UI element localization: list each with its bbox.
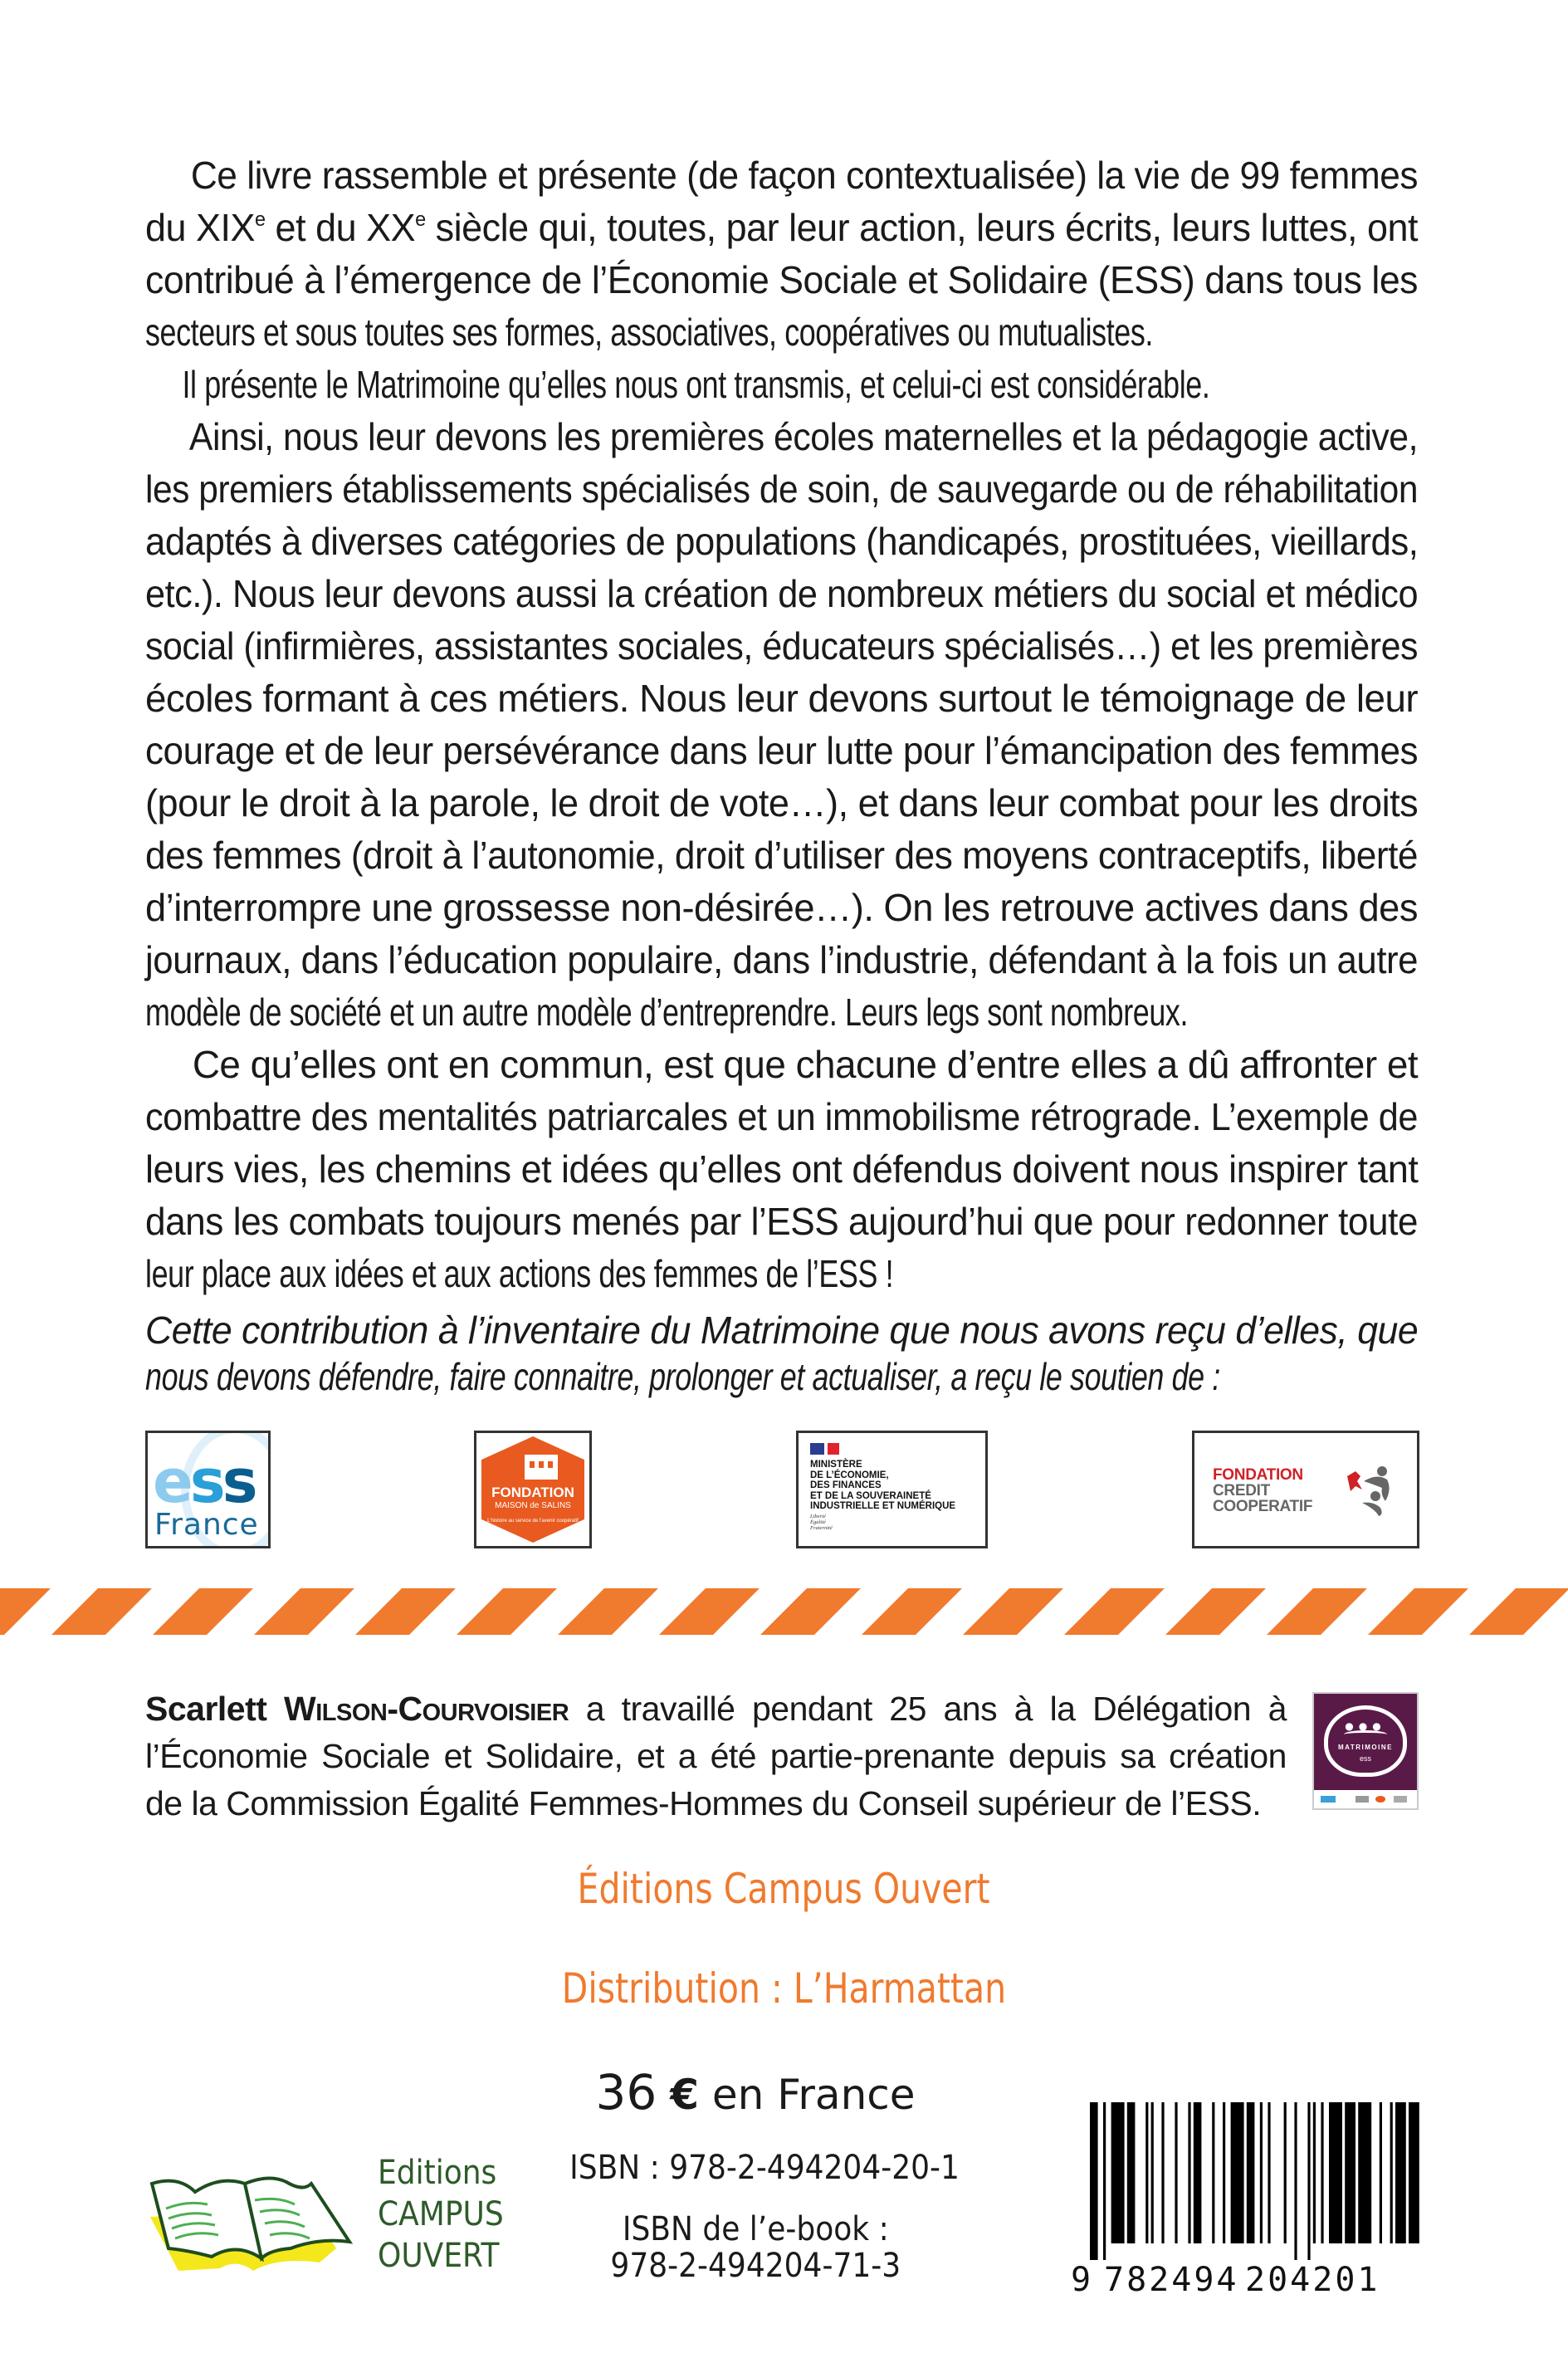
ess-france-logo: ess France: [145, 1431, 271, 1548]
body-line: dans les combats toujours menés par l’ESS aujourd’hui que pour redonner toute: [145, 1200, 1418, 1243]
body-line: modèle de société et un autre modèle d’entreprendre. Leurs legs sont nombreux.: [145, 991, 1189, 1034]
fondation-maison-de-salins-logo: FONDATION MAISON de SALINS L’histoire au service de l’avenir coopératif: [474, 1431, 592, 1548]
body-line: les premiers établissements spécialisés de soin, de sauvegarde ou de réhabilitation: [145, 467, 1418, 511]
isbn-barcode: 9 782494 204201: [1071, 2101, 1419, 2292]
body-line: secteurs et sous toutes ses formes, associatives, coopératives ou mutualistes.: [145, 311, 1153, 354]
body-line: des femmes (droit à l’autonomie, droit d’utiliser des moyens contraceptifs, liberté: [145, 834, 1418, 877]
isbn: ISBN : 978-2-494204-20-1: [569, 2149, 960, 2187]
body-line: d’interrompre une grossesse non-désirée…). On les retrouve actives dans des: [145, 886, 1418, 929]
body-line: adaptés à diverses catégories de populations (handicapés, prostituées, vieillards,: [145, 520, 1419, 563]
matrimoine-ess-logo: ●●● MATRIMOINE ess: [1312, 1692, 1419, 1810]
people-figures-icon: [1344, 1465, 1394, 1518]
ebook-isbn-label: ISBN de l’e-book :: [622, 2210, 889, 2248]
body-line: combattre des mentalités patriarcales et un immobilisme rétrograde. L’exemple de: [145, 1095, 1418, 1138]
body-line: journaux, dans l’éducation populaire, dans l’industrie, défendant à la fois un autre: [145, 938, 1419, 981]
author-first-name: Scarlett: [145, 1690, 267, 1728]
publisher-logo-text: Editions CAMPUS OUVERT: [378, 2154, 504, 2275]
book-back-cover: Ce livre rassemble et présente (de façon contextualisée) la vie de 99 femmes du XIXe et du XXe siècle qui, toutes, par leur action, leurs écrits, leurs luttes, ont contribué à l’émergence de l’Économie Sociale et Solidaire (ESS) dans tous les secteurs et sous toutes ses formes, associatives, coopératives ou mutualistes. Il présente le Matrimoine qu’elles nous ont transmis, et celui-ci est considérable. Ainsi, nous leur devons les premières écoles maternelles et la pédagogie active, les premiers établissements spécialisés de soin, de sauvegarde ou de réhabilitation adaptés à diverses catégories de populations (handicapés, prostituées, vieillards, etc.). Nous leur devons aussi la création de nombreux métiers du social et médico social (infirmières, assistantes sociales, éducateurs spécialisés…) et les premières écoles formant à ces métiers. Nous leur devons surtout le témoignage de leur courage et de leur persévérance dans leur lutte pour l’émancipation des femmes (pour le droit à la parole, le droit de vote…), et dans leur combat pour les droits des femmes (droit à l’autonomie, droit d’utiliser des moyens contraceptifs, liberté d’interrompre une grossesse non-désirée…). On les retrouve actives dans des journaux, dans l’éducation populaire, dans l’industrie, défendant à la fois un autre modèle de société et un autre modèle d’entreprendre. Leurs legs sont nombreux. Ce qu’elles ont en commun, est que chacune d’entre elles a dû affronter et combattre des mentalités patriarcales et un immobilisme rétrograde. L’exemple de leurs vies, les chemins et idées qu’elles ont défendus doivent nous inspirer tant dans les combats toujours menés par l’ESS aujourd’hui que pour redonner toute leur place aux idées et aux actions des femmes de l’ESS ! Cette contribution à l’inventaire du Matrimoine que nous avons reçu d’elles, que nous devons défendre, faire connaitre, prolonger et actualiser, a reçu le soutien de : ess France FONDATION MAISON de SALINS L’histoire au service de l’avenir coopératif MINISTÈRE DE L’ÉCONOMIE, DES FINANCES ET DE LA SOUVERAINETÉ INDUSTRIELLE ET NUMÉRIQUE Liberté Égalité Fraternité FONDATION CREDIT COOPERATIF Scarlett Wilson-Courvoisier a travaillé pendant 25 ans à la Délégation à l’Économie Sociale et Solidaire, et a été partie-prenante depuis sa création de la Commission Égalité Femmes-Hommes du Conseil supérieur de l’ESS. ●●● MATRIMOINE ess Éditions Campus Ouvert Distribution : L’Harmattan 36 € en France ISBN : 978-2-494204-20-1 ISBN de l’e-book : 978-2-494204-71-3 9 782494 204201 Editions CAMPUS OUVERT: [0, 0, 1568, 2353]
body-line: courage et de leur persévérance dans leur lutte pour l’émancipation des femmes: [145, 729, 1419, 772]
price: 36 € en France: [595, 2064, 916, 2121]
orange-stripe-divider: [0, 1588, 1568, 1635]
body-line: leurs vies, les chemins et idées qu’elles ont défendus doivent nous inspirer tant: [145, 1147, 1419, 1191]
body-line: écoles formant à ces métiers. Nous leur devons surtout le témoignage de leur: [145, 677, 1419, 720]
body-line: contribué à l’émergence de l’Économie Sociale et Solidaire (ESS) dans tous les: [145, 258, 1418, 301]
body-line: etc.). Nous leur devons aussi la création de nombreux métiers du social et médico: [145, 572, 1419, 615]
body-line: du XIXe et du XXe siècle qui, toutes, par leur action, leurs écrits, leurs luttes, ont: [145, 206, 1418, 249]
author-last-name: Wilson-Courvoisier: [284, 1690, 569, 1728]
body-line: Ce livre rassemble et présente (de façon contextualisée) la vie de 99 femmes: [190, 154, 1419, 197]
fondation-credit-cooperatif-logo: FONDATION CREDIT COOPERATIF: [1192, 1431, 1419, 1548]
open-book-icon: [145, 2159, 361, 2275]
body-line: leur place aux idées et aux actions des femmes de l’ESS !: [145, 1252, 894, 1295]
body-line: Ce qu’elles ont en commun, est que chacune d’entre elles a dû affronter et: [192, 1043, 1419, 1086]
ebook-isbn: 978-2-494204-71-3: [610, 2247, 901, 2285]
body-line: Ainsi, nous leur devons les premières écoles maternelles et la pédagogie active,: [188, 415, 1418, 458]
body-line: Il présente le Matrimoine qu’elles nous ont transmis, et celui-ci est considérable.: [182, 363, 1210, 406]
distribution-line: Distribution : L’Harmattan: [561, 1964, 1007, 2013]
publisher-line: Éditions Campus Ouvert: [577, 1865, 991, 1913]
ministere-economie-logo: MINISTÈRE DE L’ÉCONOMIE, DES FINANCES ET DE LA SOUVERAINETÉ INDUSTRIELLE ET NUMÉRIQUE Liberté Égalité Fraternité: [796, 1431, 988, 1548]
support-line: nous devons défendre, faire connaitre, prolonger et actualiser, a reçu le soutien de :: [145, 1355, 1220, 1398]
support-line: Cette contribution à l’inventaire du Matrimoine que nous avons reçu d’elles, que: [145, 1309, 1419, 1352]
marianne-flag-icon: [810, 1443, 839, 1455]
body-line: (pour le droit à la parole, le droit de vote…), et dans leur combat pour les droits: [145, 781, 1419, 824]
body-line: social (infirmières, assistantes sociales, éducateurs spécialisés…) et les premières: [145, 624, 1418, 668]
